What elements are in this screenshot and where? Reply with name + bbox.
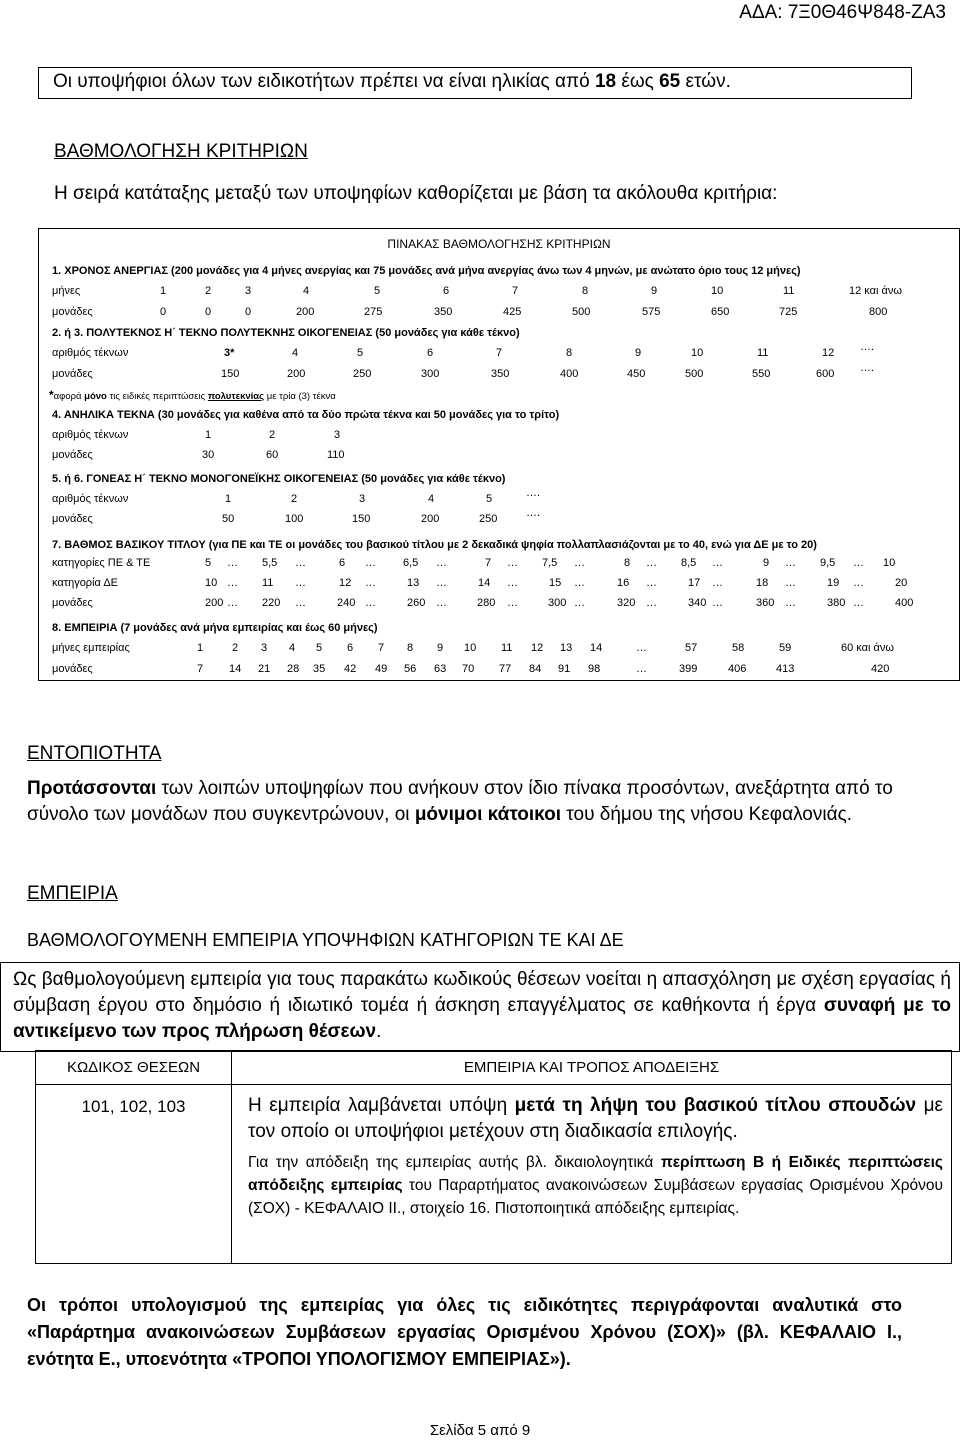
desc-bold: μετά τη λήψη του βασικού τίτλου σπουδών	[514, 1095, 917, 1116]
table-cell: …	[646, 557, 657, 569]
table-cell: 20	[895, 577, 908, 589]
table-cell: 63	[434, 663, 447, 675]
table-cell: 400	[560, 368, 579, 380]
table-cell: …	[646, 597, 657, 609]
table-cell: 3	[334, 429, 341, 441]
age-min: 18	[594, 71, 617, 92]
table-cell: …	[507, 577, 518, 589]
table-cell: 9	[635, 347, 642, 359]
table-cell: 300	[548, 597, 567, 609]
table-cell: …	[295, 577, 306, 589]
column-header-experience: ΕΜΠΕΙΡΙΑ ΚΑΙ ΤΡΟΠΟΣ ΑΠΟΔΕΙΞΗΣ	[232, 1051, 952, 1085]
table-cell: 400	[895, 597, 914, 609]
table-cell: 0	[205, 306, 212, 318]
note-bold: μόνο	[84, 391, 107, 402]
table-cell: 413	[776, 663, 795, 675]
row-label: κατηγορίες ΠΕ & ΤΕ	[52, 557, 151, 569]
table-cell: 6	[347, 642, 354, 654]
table-cell: …	[436, 577, 447, 589]
row-label: κατηγορία ΔΕ	[52, 577, 118, 589]
table-cell: 9	[763, 557, 770, 569]
table-cell: 360	[756, 597, 775, 609]
table-cell: …	[712, 577, 723, 589]
row-label: μήνες εμπειρίας	[52, 642, 130, 654]
table-cell: 7	[197, 663, 204, 675]
table-header-row	[36, 1051, 952, 1085]
table-cell: 200	[287, 368, 306, 380]
table-cell: 380	[827, 597, 846, 609]
table-cell: 550	[752, 368, 771, 380]
position-codes: 101, 102, 103	[36, 1085, 232, 1264]
experience-description	[232, 1085, 952, 1264]
table-cell: 350	[491, 368, 510, 380]
table-cell: ….	[526, 487, 541, 499]
table-cell: 399	[679, 663, 698, 675]
desc-text: του Παραρτήματος ανακοινώσεων Συμβάσεων εργασίας Ορισμένου Χρόνου (ΣΟΧ) - ΚΕΦΑΛΑΙΟ ΙΙ., στοιχείο 16. Πιστοποιητικά απόδειξης εμπειρίας.	[248, 1177, 943, 1217]
table-cell: 16	[617, 577, 630, 589]
experience-definition-box	[0, 962, 960, 1052]
desc-bold: περίπτωση Β ή Ειδικές περιπτώσεις απόδειξης εμπειρίας	[248, 1154, 943, 1194]
table-cell: 100	[285, 513, 304, 525]
table-cell: …	[853, 577, 864, 589]
table-cell: 425	[503, 306, 522, 318]
table-cell: 6	[427, 347, 434, 359]
table-cell: …	[712, 557, 723, 569]
table-cell: 50	[222, 513, 235, 525]
table-cell: 12 και άνω	[849, 285, 902, 297]
table-cell: 406	[728, 663, 747, 675]
table-cell: 5	[316, 642, 323, 654]
table-cell: …	[227, 597, 238, 609]
table-cell: 320	[617, 597, 636, 609]
ada-code: ΑΔΑ: 7Ξ0Θ46Ψ848-ΖΑ3	[739, 2, 946, 23]
row-label: μονάδες	[52, 663, 93, 675]
table-cell: 58	[732, 642, 745, 654]
table-cell: 240	[337, 597, 356, 609]
table-cell: 0	[160, 306, 167, 318]
table-cell: 110	[327, 449, 345, 461]
table-cell: 8	[407, 642, 414, 654]
table-cell: ….	[860, 362, 875, 374]
table-cell: 6	[443, 285, 450, 297]
table-cell: 7	[378, 642, 385, 654]
table-cell: 60 και άνω	[841, 642, 894, 654]
table-cell: 420	[871, 663, 890, 675]
table-cell: 5	[374, 285, 381, 297]
table-cell: 5	[205, 557, 212, 569]
table-cell: 250	[353, 368, 372, 380]
row-label: αριθμός τέκνων	[52, 429, 129, 441]
table-cell: 13	[407, 577, 420, 589]
table-cell: 11	[262, 577, 274, 589]
table-cell: 9	[437, 642, 444, 654]
table-cell: …	[227, 577, 238, 589]
description-proof	[248, 1151, 943, 1220]
table-cell: 14	[229, 663, 242, 675]
table-cell: 42	[344, 663, 357, 675]
definition-bold: συναφή με το αντικείμενο των προς πλήρωση θέσεων	[13, 995, 951, 1042]
table-cell: 77	[499, 663, 512, 675]
table-cell: 5,5	[262, 557, 278, 569]
table-cell: …	[853, 597, 864, 609]
table-cell: …	[853, 557, 864, 569]
table-cell: 10	[205, 577, 218, 589]
table-cell: 7	[496, 347, 503, 359]
table-cell: 9	[651, 285, 658, 297]
locality-bold: Προτάσσονται	[27, 778, 157, 799]
table-cell: …	[436, 557, 447, 569]
table-cell: 280	[477, 597, 496, 609]
table-cell: 800	[869, 306, 888, 318]
table-cell: 11	[783, 285, 795, 297]
table-cell: …	[574, 557, 585, 569]
multichild-note	[49, 388, 336, 402]
row-label: μονάδες	[52, 306, 93, 318]
section-heading: 8. ΕΜΠΕΙΡΙΑ (7 μονάδες ανά μήνα εμπειρίας και έως 60 μήνες)	[52, 622, 378, 634]
table-cell: …	[574, 577, 585, 589]
table-cell: …	[712, 597, 723, 609]
table-cell: 1	[197, 642, 204, 654]
table-cell: 11	[501, 642, 513, 654]
table-cell: 3	[261, 642, 268, 654]
table-cell: 350	[434, 306, 453, 318]
table-cell: 500	[572, 306, 591, 318]
table-cell: 150	[221, 368, 240, 380]
row-label: μονάδες	[52, 513, 93, 525]
table-cell: 300	[421, 368, 440, 380]
age-notice-post: ετών.	[680, 71, 731, 92]
age-max: 65	[659, 71, 681, 92]
table-cell: 19	[827, 577, 840, 589]
table-cell: 8,5	[681, 557, 697, 569]
table-cell: 4	[292, 347, 299, 359]
calculation-methods-paragraph: Οι τρόποι υπολογισμού της εμπειρίας για όλες τις ειδικότητες περιγράφονται αναλυτικά στο «Παράρτημα ανακοινώσεων Συμβάσεων εργασίας Ορισμένου Χρόνου (ΣΟΧ)» (βλ. ΚΕΦΑΛΑΙΟ Ι., ενότητα Ε., υποενότητα «ΤΡΟΠΟΙ ΥΠΟΛΟΓΙΣΜΟΥ ΕΜΠΕΙΡΙΑΣ»).	[27, 1295, 902, 1369]
table-cell: 13	[560, 642, 573, 654]
table-cell: 7,5	[542, 557, 558, 569]
note-underline: πολυτεκνίας	[207, 391, 265, 402]
table-cell: …	[636, 663, 647, 675]
locality-bold: μόνιμοι κάτοικοι	[414, 804, 562, 825]
age-notice-pre: Οι υποψήφιοι όλων των ειδικοτήτων πρέπει να είναι ηλικίας από	[53, 71, 595, 92]
desc-text: Η εμπειρία λαμβάνεται υπόψη	[248, 1095, 515, 1116]
table-cell: 5	[486, 493, 493, 505]
table-cell: …	[365, 557, 376, 569]
description-main	[248, 1093, 943, 1145]
table-cell: 8	[624, 557, 631, 569]
table-cell: 220	[262, 597, 281, 609]
table-cell: …	[365, 577, 376, 589]
table-cell: 11	[757, 347, 769, 359]
row-label: μονάδες	[52, 449, 93, 461]
table-cell: …	[507, 597, 518, 609]
table-cell: 17	[688, 577, 701, 589]
table-cell: 98	[588, 663, 601, 675]
score-table-title: ΠΙΝΑΚΑΣ ΒΑΘΜΟΛΟΓΗΣΗΣ ΚΡΙΤΗΡΙΩΝ	[387, 237, 611, 251]
table-cell: 3	[359, 493, 366, 505]
table-cell: 2	[205, 285, 212, 297]
table-cell: 275	[364, 306, 383, 318]
row-label: μονάδες	[52, 597, 93, 609]
table-cell: 340	[688, 597, 707, 609]
table-cell: …	[436, 597, 447, 609]
section-heading: 5. ή 6. ΓΟΝΕΑΣ Η΄ ΤΕΚΝΟ ΜΟΝΟΓΟΝΕΪΚΗΣ ΟΙΚΟΓΕΝΕΙΑΣ (50 μονάδες για κάθε τέκνο)	[52, 473, 506, 485]
table-cell: …	[295, 597, 306, 609]
table-cell: 12	[531, 642, 544, 654]
table-cell: 3	[245, 285, 252, 297]
section-heading: 2. ή 3. ΠΟΛΥΤΕΚΝΟΣ Η΄ ΤΕΚΝΟ ΠΟΛΥΤΕΚΝΗΣ ΟΙΚΟΓΕΝΕΙΑΣ (50 μονάδες για κάθε τέκνο)	[52, 327, 520, 339]
table-cell: 200	[205, 597, 224, 609]
desc-text: Για την απόδειξη της εμπειρίας αυτής βλ. δικαιολογητικά	[248, 1154, 661, 1171]
locality-paragraph	[27, 776, 907, 828]
column-header-code: ΚΩΔΙΚΟΣ ΘΕΣΕΩΝ	[36, 1051, 232, 1085]
table-cell: 10	[711, 285, 724, 297]
table-cell: 5	[357, 347, 364, 359]
table-cell: 60	[266, 449, 279, 461]
table-cell: 725	[779, 306, 798, 318]
table-cell: 35	[313, 663, 326, 675]
table-cell: …	[507, 557, 518, 569]
scoring-intro: Η σειρά κατάταξης μεταξύ των υποψηφίων καθορίζεται με βάση τα ακόλουθα κριτήρια:	[54, 183, 778, 204]
table-cell: 500	[685, 368, 704, 380]
table-cell: 1	[225, 493, 232, 505]
table-cell: 28	[287, 663, 300, 675]
table-cell: 150	[352, 513, 371, 525]
row-label: αριθμός τέκνων	[52, 347, 129, 359]
row-label: μήνες	[52, 285, 81, 297]
note-star: *	[49, 388, 54, 402]
age-notice-box	[38, 67, 912, 99]
section-heading: 1. ΧΡΟΝΟΣ ΑΝΕΡΓΙΑΣ (200 μονάδες για 4 μήνες ανεργίας και 75 μονάδες ανά μήνα ανεργίας άνω των 4 μηνών, με ανώτατο όριο τους 12 μήνες)	[52, 265, 801, 277]
locality-heading: ΕΝΤΟΠΙΟΤΗΤΑ	[27, 743, 162, 764]
table-cell: 650	[711, 306, 730, 318]
table-cell: 57	[685, 642, 698, 654]
table-cell: 2	[269, 429, 276, 441]
table-cell: 7	[512, 285, 519, 297]
table-cell: 200	[421, 513, 440, 525]
row-label: μονάδες	[52, 368, 93, 380]
table-cell: 91	[558, 663, 571, 675]
table-cell: …	[785, 577, 796, 589]
table-cell: 1	[160, 285, 167, 297]
table-cell: 59	[779, 642, 792, 654]
age-notice-mid: έως	[616, 71, 660, 92]
table-cell: 21	[258, 663, 271, 675]
table-cell: 10	[883, 557, 896, 569]
table-cell: …	[785, 557, 796, 569]
table-cell: ….	[860, 341, 875, 353]
table-cell: 30	[202, 449, 215, 461]
scoring-heading: ΒΑΘΜΟΛΟΓΗΣΗ ΚΡΙΤΗΡΙΩΝ	[54, 141, 308, 162]
table-cell: 70	[462, 663, 475, 675]
table-cell: 2	[232, 642, 239, 654]
definition-end: .	[376, 1021, 382, 1042]
table-cell: 12	[822, 347, 835, 359]
table-cell: 84	[529, 663, 542, 675]
table-cell: 4	[428, 493, 435, 505]
score-table	[38, 228, 960, 681]
table-cell: 15	[549, 577, 562, 589]
table-cell: 3*	[224, 347, 235, 359]
table-cell: …	[636, 642, 647, 654]
desc-text: με τον οποίο οι υποψήφιοι μετέχουν στη διαδικασία επιλογής.	[248, 1095, 944, 1142]
locality-text: του δήμου της νήσου Κεφαλονιάς.	[561, 804, 852, 825]
table-cell: 49	[375, 663, 388, 675]
table-cell: 14	[478, 577, 491, 589]
table-cell: 12	[339, 577, 352, 589]
table-cell: 10	[691, 347, 704, 359]
page-number: Σελίδα 5 από 9	[429, 1422, 531, 1439]
row-label: αριθμός τέκνων	[52, 493, 129, 505]
table-cell: 6	[339, 557, 346, 569]
table-cell: 2	[291, 493, 298, 505]
table-cell: …	[227, 557, 238, 569]
table-cell: …	[646, 577, 657, 589]
table-cell: …	[574, 597, 585, 609]
table-cell: 0	[245, 306, 252, 318]
table-cell: 7	[485, 557, 492, 569]
note-text: αφορά	[53, 391, 85, 402]
table-cell: 600	[816, 368, 835, 380]
experience-table	[35, 1050, 952, 1264]
table-cell: …	[785, 597, 796, 609]
definition-text: Ως βαθμολογούμενη εμπειρία για τους παρακάτω κωδικούς θέσεων νοείται η απασχόληση με σχέση εργασίας ή σύμβαση έργου στο δημόσιο ή ιδιωτικό τομέα ή άσκηση επαγγέλματος σε καθήκοντα ή έργα	[13, 969, 951, 1016]
table-cell: 200	[296, 306, 315, 318]
note-text: με τρία (3) τέκνα	[264, 391, 336, 402]
table-cell: 14	[590, 642, 603, 654]
table-cell: 4	[289, 642, 296, 654]
table-cell: 9,5	[820, 557, 836, 569]
table-cell: 8	[566, 347, 573, 359]
section-heading: 7. ΒΑΘΜΟΣ ΒΑΣΙΚΟΥ ΤΙΤΛΟΥ (για ΠΕ και ΤΕ οι μονάδες του βασικού τίτλου με 2 δεκαδικά ψηφία πολλαπλασιάζονται με το 40, ενώ για ΔΕ με το 20)	[52, 539, 817, 551]
table-cell: 18	[756, 577, 769, 589]
table-cell: 10	[464, 642, 477, 654]
table-cell: 260	[407, 597, 426, 609]
experience-heading: ΕΜΠΕΙΡΙΑ	[27, 883, 118, 904]
table-cell: 250	[479, 513, 498, 525]
section-heading: 4. ΑΝΗΛΙΚΑ ΤΕΚΝΑ (30 μονάδες για καθένα από τα δύο πρώτα τέκνα και 50 μονάδες για το τρίτο)	[52, 409, 560, 421]
note-text: τις ειδικές περιπτώσεις	[106, 391, 208, 402]
table-cell: 56	[404, 663, 417, 675]
experience-subheading: ΒΑΘΜΟΛΟΓΟΥΜΕΝΗ ΕΜΠΕΙΡΙΑ ΥΠΟΨΗΦΙΩΝ ΚΑΤΗΓΟΡΙΩΝ ΤΕ ΚΑΙ ΔΕ	[27, 930, 624, 950]
table-cell: …	[365, 597, 376, 609]
table-cell: 450	[627, 368, 646, 380]
table-row	[36, 1085, 952, 1264]
table-cell: 4	[303, 285, 310, 297]
table-cell: …	[295, 557, 306, 569]
table-cell: 8	[582, 285, 589, 297]
table-cell: 575	[642, 306, 661, 318]
table-cell: 6,5	[403, 557, 419, 569]
table-cell: 1	[205, 429, 212, 441]
locality-text: των λοιπών υποψηφίων που ανήκουν στον ίδιο πίνακα προσόντων, ανεξάρτητα από το σύνολο των μονάδων που συγκεντρώνουν, οι	[27, 778, 893, 825]
table-cell: ….	[526, 507, 541, 519]
